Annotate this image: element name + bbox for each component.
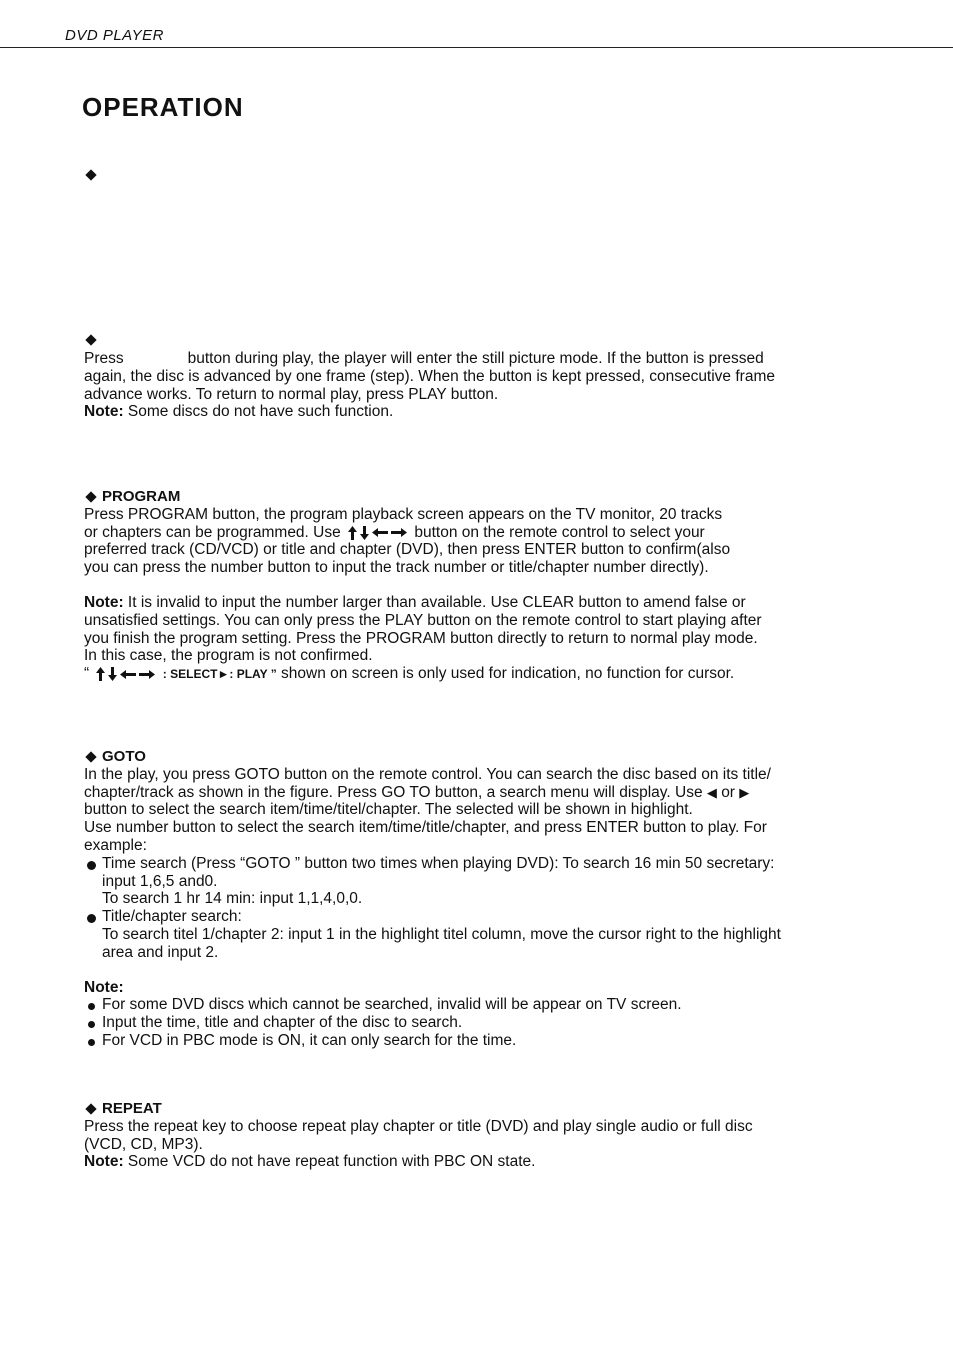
- diamond-icon: [85, 1103, 96, 1114]
- repeat-note: Note: Some VCD do not have repeat function with PBC ON state.: [84, 1153, 536, 1171]
- step-line-2: again, the disc is advanced by one frame (step). When the button is kept pressed, consecutive frame: [84, 367, 775, 385]
- header-label: DVD PLAYER: [65, 27, 164, 44]
- goto-bullet-title-line-1: Title/chapter search:: [102, 908, 242, 926]
- program-line-2: or chapters can be programmed. Use button on the remote control to select your: [84, 523, 705, 541]
- goto-line-5: example:: [84, 836, 147, 854]
- step-line-3: advance works. To return to normal play, press PLAY button.: [84, 385, 499, 403]
- bullet-icon: [88, 1021, 95, 1028]
- bullet-icon: [87, 861, 96, 870]
- goto-line-3: button to select the search item/time/titel/chapter. The selected will be shown in highlight.: [84, 801, 693, 819]
- goto-bullet-title-line-3: area and input 2.: [102, 943, 219, 961]
- direction-arrows-icon: [96, 667, 155, 681]
- program-note-4: In this case, the program is not confirmed.: [84, 647, 373, 665]
- page-title: OPERATION: [82, 92, 244, 122]
- goto-bullet-time-line-2: input 1,6,5 and0.: [102, 872, 218, 890]
- goto-bullet-time-line-3: To search 1 hr 14 min: input 1,1,4,0,0.: [102, 890, 363, 908]
- goto-note-label: Note:: [84, 978, 124, 996]
- step-line-1: Press button during play, the player will enter the still picture mode. If the button is pressed: [84, 350, 764, 367]
- goto-line-4: Use number button to select the search item/time/title/chapter, and press ENTER button to play. For: [84, 819, 767, 837]
- step-note: Note: Some discs do not have such function.: [84, 403, 394, 421]
- diamond-icon: [85, 751, 96, 762]
- section-marker-icon: [85, 169, 96, 180]
- bullet-icon: [87, 914, 96, 923]
- section-marker-icon: [85, 334, 96, 345]
- goto-note-item: For some DVD discs which cannot be searched, invalid will be appear on TV screen.: [84, 996, 874, 1014]
- goto-bullet-title-line-2: To search titel 1/chapter 2: input 1 in the highlight titel column, move the cursor right to the highlight: [102, 925, 781, 943]
- goto-bullet-time: [84, 855, 874, 908]
- goto-heading: GOTO: [84, 748, 146, 766]
- program-section: [84, 488, 874, 684]
- program-note-5: “ : SELECT►: PLAY ” shown on screen is only used for indication, no function for cursor.: [84, 665, 735, 683]
- goto-bullet-title: [84, 908, 874, 961]
- program-line-3: preferred track (CD/VCD) or title and chapter (DVD), then press ENTER button to confirm(also: [84, 541, 731, 559]
- program-note-3: you finish the program setting. Press the PROGRAM button directly to return to normal play mode.: [84, 629, 758, 647]
- program-heading: PROGRAM: [84, 488, 180, 506]
- repeat-line-2: (VCD, CD, MP3).: [84, 1135, 203, 1153]
- left-triangle-icon: ◀: [706, 784, 717, 800]
- bullet-icon: [88, 1003, 95, 1010]
- repeat-line-1: Press the repeat key to choose repeat play chapter or title (DVD) and play single audio or full disc: [84, 1117, 753, 1135]
- goto-bullet-time-line-1: Time search (Press “GOTO ” button two times when playing DVD): To search 16 min 50 secretary:: [102, 854, 775, 872]
- right-triangle-icon: ▶: [739, 784, 750, 800]
- bullet-icon: [88, 1039, 95, 1046]
- step-section: [84, 350, 874, 421]
- goto-note-item: Input the time, title and chapter of the disc to search.: [84, 1014, 874, 1032]
- repeat-heading: REPEAT: [84, 1100, 162, 1118]
- program-line-4: you can press the number button to input the track number or title/chapter number directly).: [84, 559, 709, 577]
- program-note-1: Note: It is invalid to input the number larger than available. Use CLEAR button to amend false or: [84, 593, 746, 611]
- repeat-section: [84, 1100, 874, 1171]
- program-note-2: unsatisfied settings. You can only press the PLAY button on the remote control to start playing after: [84, 611, 762, 629]
- program-line-1: Press PROGRAM button, the program playback screen appears on the TV monitor, 20 tracks: [84, 505, 723, 523]
- goto-line-1: In the play, you press GOTO button on the remote control. You can search the disc based on its title/: [84, 765, 771, 783]
- goto-line-2: chapter/track as shown in the figure. Press GO TO button, a search menu will display. Use ◀ or ▶: [84, 783, 750, 801]
- play-triangle-icon: ►: [217, 667, 230, 682]
- goto-note-item: For VCD in PBC mode is ON, it can only search for the time.: [84, 1032, 874, 1050]
- goto-section: [84, 748, 874, 1050]
- direction-arrows-icon: [348, 526, 407, 540]
- header-rule: [0, 47, 953, 48]
- diamond-icon: [85, 491, 96, 502]
